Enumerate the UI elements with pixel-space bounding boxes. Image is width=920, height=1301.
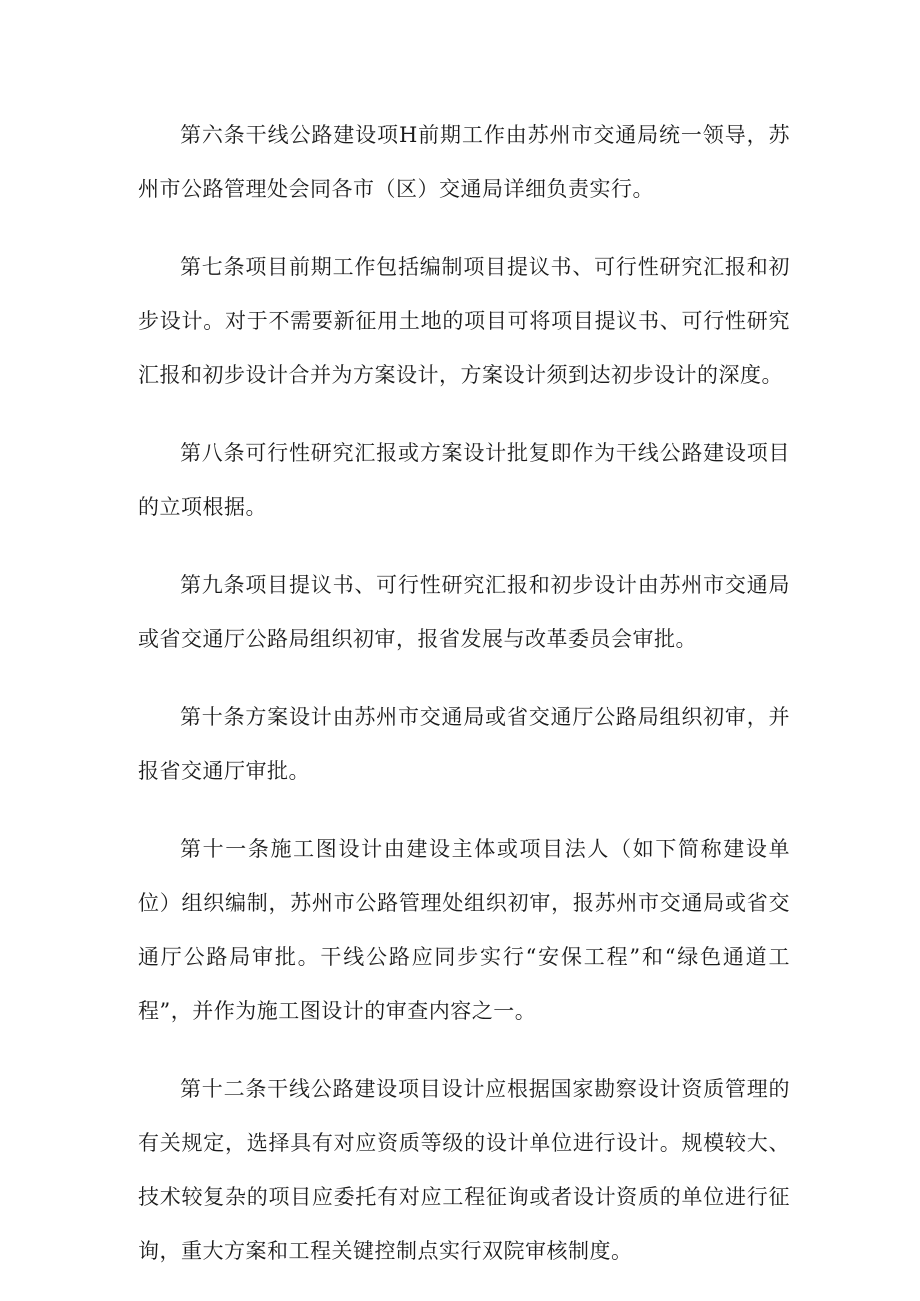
article-6-paragraph: 第六条干线公路建设项H前期工作由苏州市交通局统一领导，苏州市公路管理处会同各市（区）交通局详细负责实行。 bbox=[138, 123, 790, 201]
article-8-paragraph: 第八条可行性研究汇报或方案设计批复即作为干线公路建设项目的立项根据。 bbox=[138, 441, 790, 519]
article-11-paragraph: 第十一条施工图设计由建设主体或项目法人（如下简称建设单位）组织编制，苏州市公路管理处组织初审，报苏州市交通局或省交通厅公路局审批。干线公路应同步实行“安保工程”和“绿色通道工程”，并作为施工图设计的审查内容之一。 bbox=[138, 837, 790, 1023]
article-12-paragraph: 第十二条干线公路建设项目设计应根据国家勘察设计资质管理的有关规定，选择具有对应资质等级的设计单位进行设计。规模较大、技术较复杂的项目应委托有对应工程征询或者设计资质的单位进行征询，重大方案和工程关键控制点实行双院审核制度。 bbox=[138, 1077, 790, 1263]
article-9-paragraph: 第九条项目提议书、可行性研究汇报和初步设计由苏州市交通局或省交通厅公路局组织初审，报省发展与改革委员会审批。 bbox=[138, 573, 790, 651]
article-7-paragraph: 第七条项目前期工作包括编制项目提议书、可行性研究汇报和初步设计。对于不需要新征用土地的项目可将项目提议书、可行性研究汇报和初步设计合并为方案设计，方案设计须到达初步设计的深度。 bbox=[138, 255, 790, 387]
article-10-paragraph: 第十条方案设计由苏州市交通局或省交通厅公路局组织初审，并报省交通厅审批。 bbox=[138, 705, 790, 783]
